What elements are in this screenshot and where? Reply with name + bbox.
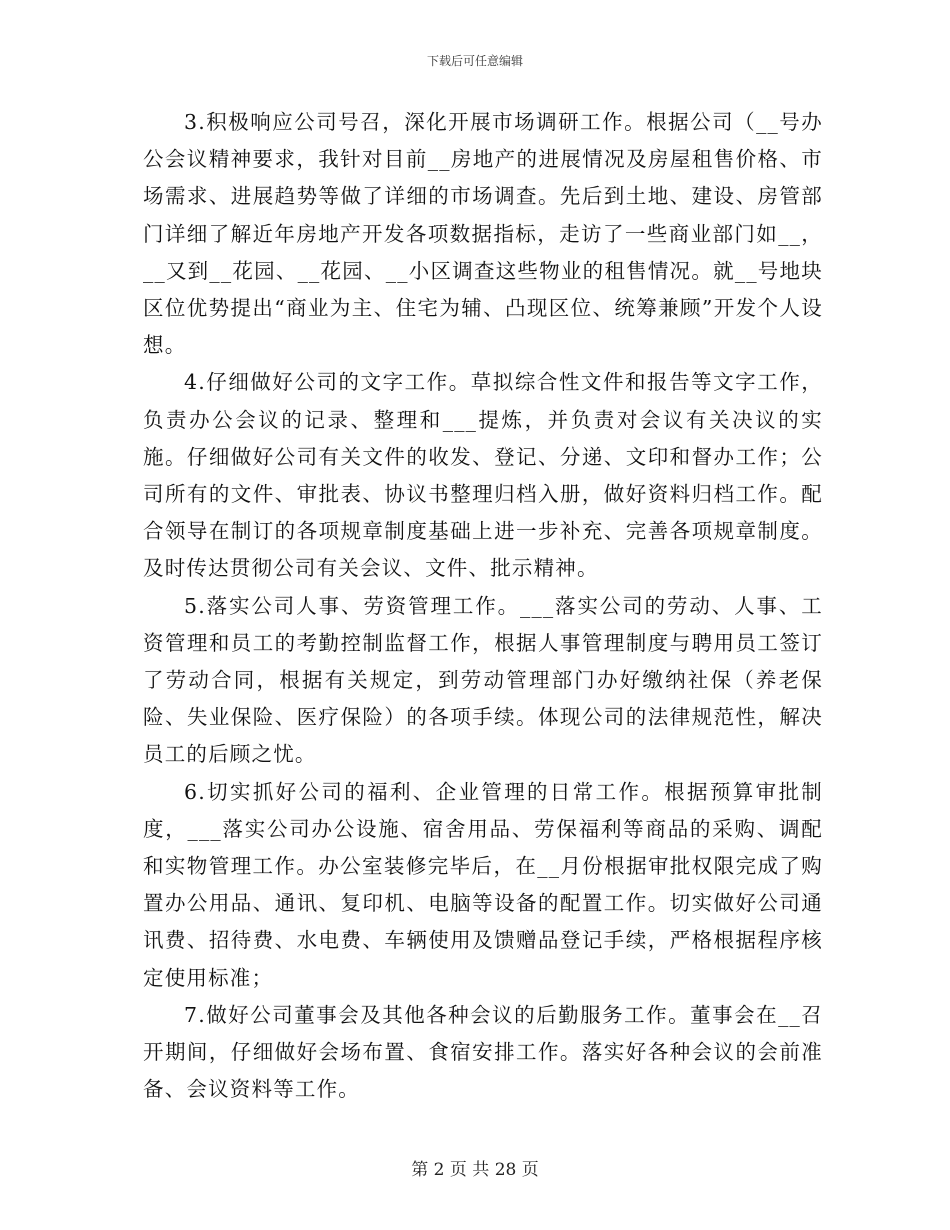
document-body <box>143 104 823 1108</box>
paragraph-5: 5.落实公司人事、劳资管理工作。___落实公司的劳动、人事、工资管理和员工的考勤控制监督工作，根据人事管理制度与聘用员工签订了劳动合同，根据有关规定，到劳动管理部门办好缴纳社保（养老保险、失业保险、医疗保险）的各项手续。体现公司的法律规范性，解决员工的后顾之忧。 <box>143 593 823 767</box>
paragraph-7: 7.做好公司董事会及其他各种会议的后勤服务工作。董事会在__召开期间，仔细做好会场布置、食宿安排工作。落实好各种会议的会前准备、会议资料等工作。 <box>143 1002 823 1102</box>
page-header-note: 下载后可任意编辑 <box>426 54 523 68</box>
paragraph-6: 6.切实抓好公司的福利、企业管理的日常工作。根据预算审批制度，___落实公司办公设施、宿舍用品、劳保福利等商品的采购、调配和实物管理工作。办公室装修完毕后，在__月份根据审批权限完成了购置办公用品、通讯、复印机、电脑等设备的配置工作。切实做好公司通讯费、招待费、水电费、车辆使用及馈赠品登记手续，严格根据程序核定使用标准； <box>143 779 823 990</box>
paragraph-4: 4.仔细做好公司的文字工作。草拟综合性文件和报告等文字工作，负责办公会议的记录、整理和___提炼，并负责对会议有关决议的实施。仔细做好公司有关文件的收发、登记、分递、文印和督办工作；公司所有的文件、审批表、协议书整理归档入册，做好资料归档工作。配合领导在制订的各项规章制度基础上进一步补充、完善各项规章制度。及时传达贯彻公司有关会议、文件、批示精神。 <box>143 370 823 581</box>
paragraph-3: 3.积极响应公司号召，深化开展市场调研工作。根据公司（__号办公会议精神要求，我针对目前__房地产的进展情况及房屋租售价格、市场需求、进展趋势等做了详细的市场调查。先后到土地、建设、房管部门详细了解近年房地产开发各项数据指标，走访了一些商业部门如__，__又到__花园、__花园、__小区调查这些物业的租售情况。就__号地块区位优势提出“商业为主、住宅为辅、凸现区位、统筹兼顾”开发个人设想。 <box>143 110 823 358</box>
page-number: 第 2 页 共 28 页 <box>411 1160 539 1180</box>
